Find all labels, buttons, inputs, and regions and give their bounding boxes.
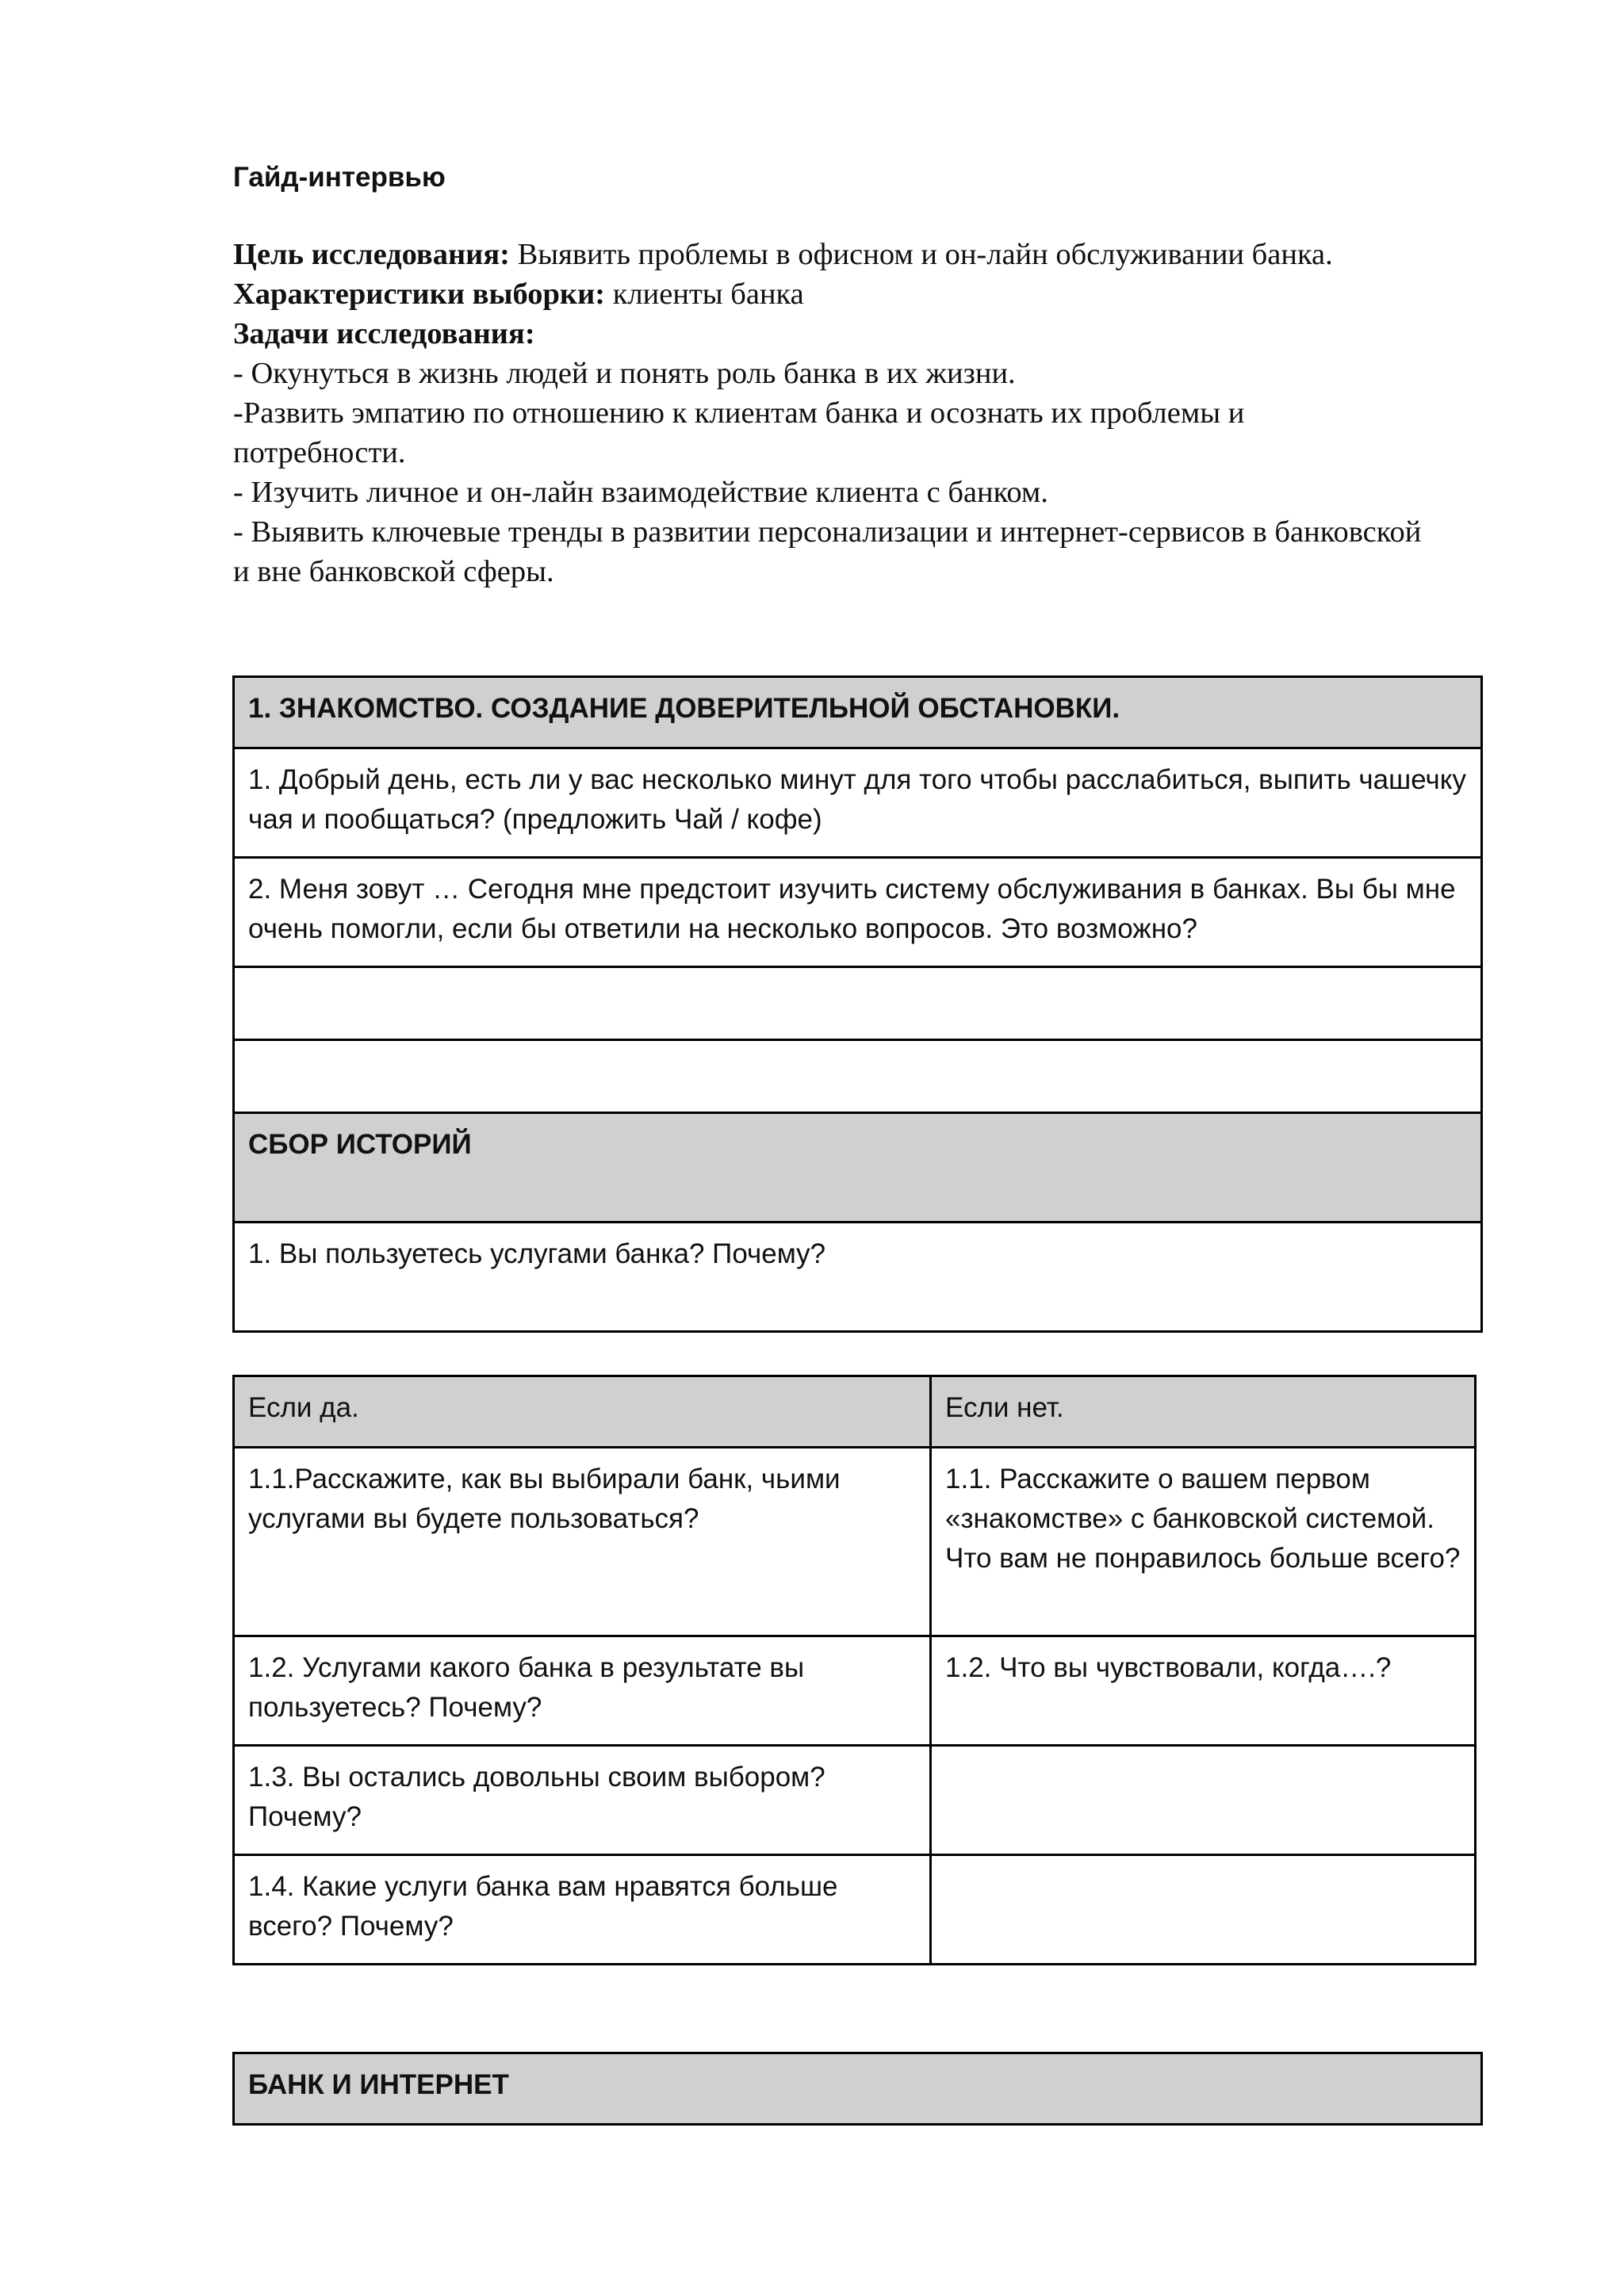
table-row <box>234 1448 1476 1636</box>
yes-cell: 1.4. Какие услуги банка вам нравятся больше всего? Почему? <box>234 1855 931 1965</box>
sample-text: клиенты банка <box>605 277 804 311</box>
table-row <box>234 967 1482 1040</box>
table-row <box>234 1113 1482 1223</box>
tasks-label: Задачи исследования: <box>233 317 535 350</box>
no-cell: 1.1. Расскажите о вашем первом «знакомстве» с банковской системой. Что вам не понравилось больше всего? <box>931 1448 1476 1636</box>
task-item: - Окунуться в жизнь людей и понять роль банка в их жизни. <box>233 357 1016 390</box>
yes-cell: 1.3. Вы остались довольны своим выбором? Почему? <box>234 1746 931 1855</box>
table-row <box>234 1223 1482 1332</box>
no-cell <box>931 1855 1476 1965</box>
section-header-acquaintance: 1. ЗНАКОМСТВО. СОЗДАНИЕ ДОВЕРИТЕЛЬНОЙ ОБСТАНОВКИ. <box>234 677 1482 748</box>
table-row <box>234 748 1482 858</box>
table-row <box>234 1040 1482 1113</box>
section-header-bank-internet: БАНК И ИНТЕРНЕТ <box>234 2053 1482 2125</box>
no-cell: 1.2. Что вы чувствовали, когда….? <box>931 1636 1476 1746</box>
task-item: - Выявить ключевые тренды в развитии персонализации и интернет-сервисов в банковской и вне банковской сферы. <box>233 515 1422 588</box>
tasks-heading <box>233 314 1423 354</box>
research-intro <box>233 235 1423 591</box>
column-header-yes: Если да. <box>234 1376 931 1448</box>
acquaintance-table <box>232 675 1483 1333</box>
table-row <box>234 1636 1476 1746</box>
empty-cell <box>234 1040 1482 1113</box>
yes-cell: 1.1.Расскажите, как вы выбирали банк, чьими услугами вы будете пользоваться? <box>234 1448 931 1636</box>
table-row <box>234 677 1482 748</box>
document-title: Гайд-интервью <box>233 162 446 193</box>
table-row <box>234 2053 1482 2125</box>
task-item: -Развить эмпатию по отношению к клиентам банка и осознать их проблемы и потребности. <box>233 396 1245 469</box>
column-header-no: Если нет. <box>931 1376 1476 1448</box>
table-row <box>234 1855 1476 1965</box>
question-cell: 1. Вы пользуетесь услугами банка? Почему? <box>234 1223 1482 1332</box>
table-row <box>234 858 1482 967</box>
table-row <box>234 1376 1476 1448</box>
branch-table <box>232 1375 1477 1965</box>
question-cell: 2. Меня зовут … Сегодня мне предстоит изучить систему обслуживания в банках. Вы бы мне очень помогли, если бы ответили на несколько вопросов. Это возможно? <box>234 858 1482 967</box>
sample-label: Характеристики выборки: <box>233 277 606 311</box>
goal-label: Цель исследования: <box>233 238 510 271</box>
research-goal <box>233 235 1423 274</box>
goal-text: Выявить проблемы в офисном и он-лайн обслуживании банка. <box>509 238 1333 271</box>
yes-cell: 1.2. Услугами какого банка в результате вы пользуетесь? Почему? <box>234 1636 931 1746</box>
task-item: - Изучить личное и он-лайн взаимодействие клиента с банком. <box>233 476 1048 509</box>
table-row <box>234 1746 1476 1855</box>
bank-internet-table <box>232 2052 1483 2126</box>
no-cell <box>931 1746 1476 1855</box>
empty-cell <box>234 967 1482 1040</box>
question-cell: 1. Добрый день, есть ли у вас несколько минут для того чтобы расслабиться, выпить чашечку чая и пообщаться? (предложить Чай / кофе) <box>234 748 1482 858</box>
sample-characteristics <box>233 274 1423 314</box>
section-header-stories: СБОР ИСТОРИЙ <box>234 1113 1482 1223</box>
